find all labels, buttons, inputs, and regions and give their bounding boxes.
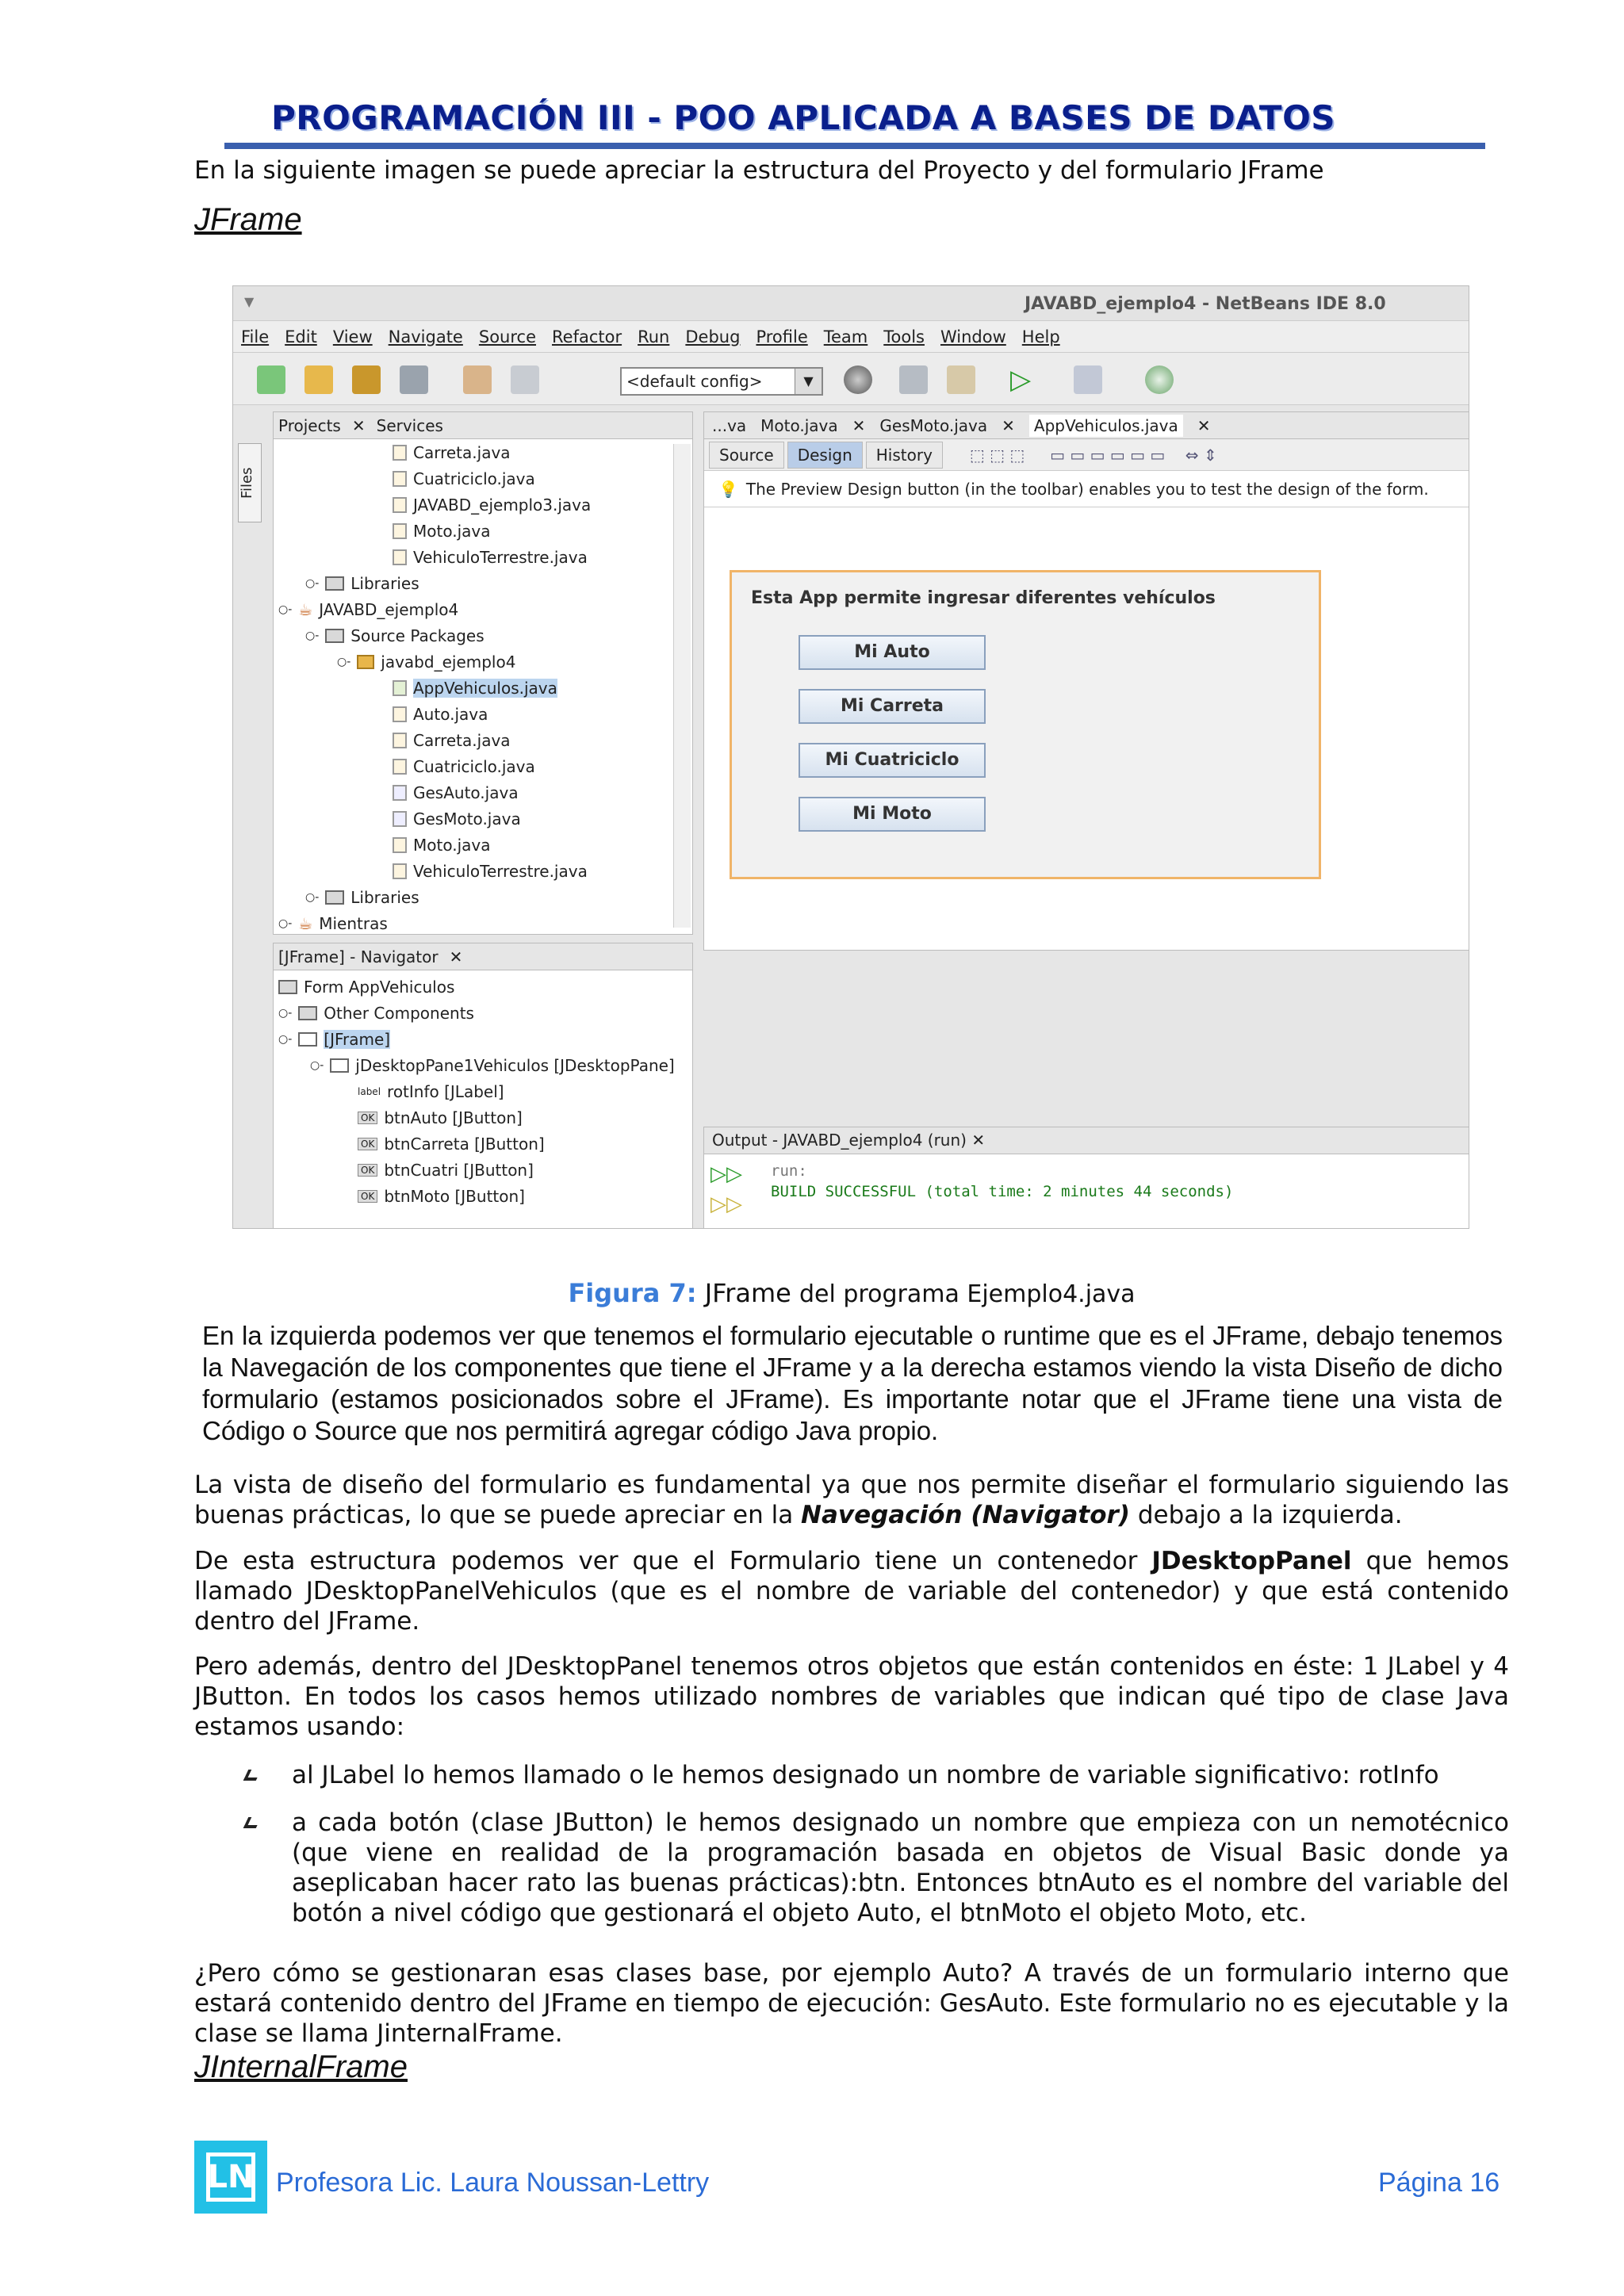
profile-icon[interactable] [1145, 365, 1174, 394]
button-icon: OK [358, 1112, 377, 1124]
open-project-icon[interactable] [352, 365, 381, 394]
tab-navigator[interactable]: [JFrame] - Navigator [278, 947, 439, 966]
coffee-cup-icon: ☕ [298, 913, 313, 933]
nav-item[interactable]: Other Components [324, 1003, 474, 1023]
paragraph-gestion: ¿Pero cómo se gestionaran esas clases base, por ejemplo Auto? A través de un formulario interno que estará contenido dentro del JFrame en tiempo de ejecución: GesAuto. Este formulario no es ejecutable y la clase se llama JinternalFrame. [194, 1959, 1509, 2048]
tree-item[interactable]: Mientras [319, 913, 388, 933]
checkmark-bullet-icon [243, 1817, 262, 1828]
nav-item[interactable]: btnCarreta [JButton] [384, 1134, 545, 1154]
projects-panel [273, 411, 693, 935]
checkmark-bullet-icon [243, 1770, 262, 1781]
tree-item[interactable]: GesMoto.java [413, 809, 521, 828]
tree-scrollbar[interactable] [673, 444, 691, 928]
ide-menubar [233, 321, 1469, 353]
navigator-tabs [274, 943, 692, 970]
editor-tab-active[interactable]: AppVehiculos.java [1029, 415, 1183, 437]
build-hammer-icon[interactable] [899, 365, 928, 394]
logo-mark: LN [206, 2152, 255, 2202]
tree-item[interactable]: Carreta.java [413, 730, 511, 750]
bullet-item: a cada botón (clase JButton) le hemos designado un nombre que empieza con un nemotécnico (que viene en realidad de la programación basada en objetos de Visual Basic donde ya aseplicaban hacer rato las buenas prácticas):btn. Entonces btnAuto es el nombre del variable del botón a nivel código que gestionará el objeto Auto, el btnMoto el objeto Moto, etc. [292, 1808, 1509, 1927]
clean-build-icon[interactable] [947, 365, 975, 394]
java-file-icon [393, 837, 407, 853]
projects-tabs [274, 412, 692, 439]
java-file-icon [393, 549, 407, 565]
tree-item[interactable]: Libraries [350, 887, 419, 907]
tree-item[interactable]: Moto.java [413, 521, 491, 541]
menu-help[interactable]: Help [1021, 327, 1060, 346]
redo-icon[interactable] [511, 365, 539, 394]
menu-profile[interactable]: Profile [756, 327, 808, 346]
paragraph-structure: De esta estructura podemos ver que el Formulario tiene un contenedor JDesktopPanel que hemos llamado JDesktopPanelVehiculos (que es el nombre de variable del contenedor) y que está contenido dentro del JFrame. [194, 1547, 1510, 1636]
footer-author: Profesora Lic. Laura Noussan-Lettry [276, 2168, 710, 2198]
nav-item-selected[interactable]: [JFrame] [324, 1029, 391, 1049]
tree-item[interactable]: Cuatriciclo.java [413, 469, 535, 488]
design-toolbar-icons[interactable]: ⬚ ⬚ ⬚ ▭ ▭ ▭ ▭ ▭ ▭ ⇔ ⇕ [969, 445, 1217, 465]
form-file-icon [393, 811, 407, 827]
form-file-icon [393, 680, 407, 696]
tree-item[interactable]: Cuatriciclo.java [413, 756, 535, 776]
java-file-icon [393, 706, 407, 722]
tree-item[interactable]: javabd_ejemplo4 [381, 652, 516, 672]
window-menu-icon: ▼ [244, 294, 255, 309]
navigator-panel [273, 943, 693, 1229]
coffee-cup-icon: ☕ [298, 599, 313, 619]
lightbulb-icon: 💡 [718, 479, 738, 499]
author-logo [194, 2141, 267, 2214]
java-file-icon [393, 497, 407, 513]
form-label: Esta App permite ingresar diferentes vehículos [751, 588, 1216, 608]
menu-edit[interactable]: Edit [285, 327, 317, 346]
menu-navigate[interactable]: Navigate [388, 327, 463, 346]
close-icon[interactable]: ✕ [449, 947, 463, 966]
close-icon[interactable]: ✕ [351, 415, 366, 435]
tree-item[interactable]: JAVABD_ejemplo3.java [413, 495, 592, 515]
menu-file[interactable]: File [241, 327, 270, 346]
collapse-icon[interactable]: ○- [337, 655, 351, 668]
libraries-icon [325, 576, 344, 591]
close-icon[interactable]: ✕ [852, 415, 866, 435]
tree-item[interactable]: Libraries [350, 573, 419, 593]
java-file-icon [393, 759, 407, 775]
button-icon: OK [358, 1138, 377, 1150]
mi-carreta-button[interactable]: Mi Carreta [799, 689, 986, 724]
collapse-icon[interactable]: ○- [305, 629, 320, 642]
java-file-icon [393, 471, 407, 487]
collapse-icon[interactable]: ○- [278, 1032, 293, 1046]
nav-item[interactable]: Form AppVehiculos [304, 977, 455, 997]
rerun-icon[interactable]: ▷▷ [710, 1162, 742, 1186]
tab-design[interactable]: Design [787, 442, 863, 469]
form-file-icon [393, 785, 407, 801]
output-tab: Output - JAVABD_ejemplo4 (run) ✕ [704, 1127, 1469, 1154]
globe-icon[interactable] [844, 365, 872, 394]
tab-history[interactable]: History [866, 442, 943, 469]
nav-item[interactable]: btnMoto [JButton] [384, 1186, 525, 1206]
heading-jinternalframe: JInternalFrame [194, 2049, 408, 2084]
save-all-icon[interactable] [400, 365, 428, 394]
menu-team[interactable]: Team [823, 327, 868, 346]
menu-source[interactable]: Source [478, 327, 536, 346]
nav-item[interactable]: rotInfo [JLabel] [387, 1081, 504, 1101]
footer-page-number: Página 16 [1378, 2168, 1500, 2198]
expand-icon[interactable]: ○- [305, 576, 320, 590]
expand-icon[interactable]: ○- [278, 916, 293, 930]
rerun-disabled-icon: ▷▷ [710, 1192, 742, 1216]
menu-view[interactable]: View [332, 327, 373, 346]
ide-titlebar [233, 286, 1469, 321]
figure-label: Figura 7: [568, 1278, 697, 1308]
menu-tools[interactable]: Tools [883, 327, 925, 346]
figure-text-a: JFrame [704, 1278, 791, 1308]
desktop-pane-icon [330, 1058, 349, 1073]
mi-moto-button[interactable]: Mi Moto [799, 797, 986, 832]
paragraph-objects: Pero además, dentro del JDesktopPanel tenemos otros objetos que están contenidos en éste: 1 JLabel y 4 JButton. En todos los casos hemos utilizado nombres de variables que indican qué tipo de clase Java estamos usando: [194, 1652, 1509, 1741]
menu-window[interactable]: Window [940, 327, 1006, 346]
tree-item[interactable]: VehiculoTerrestre.java [413, 547, 588, 567]
close-icon[interactable]: ✕ [1002, 415, 1015, 435]
figure-caption [194, 1278, 1509, 1308]
hint-text: The Preview Design button (in the toolbar) enables you to test the design of the form. [745, 479, 1429, 499]
expand-icon[interactable]: ○- [278, 1006, 293, 1020]
tab-services[interactable]: Services [376, 415, 443, 435]
files-side-strip [233, 411, 266, 1229]
editor-tab[interactable]: Moto.java [760, 415, 838, 435]
menu-debug[interactable]: Debug [685, 327, 741, 346]
nav-item[interactable]: jDesktopPane1Vehiculos [JDesktopPane] [355, 1055, 675, 1075]
tree-item[interactable]: JAVABD_ejemplo4 [319, 599, 459, 619]
close-icon[interactable]: ✕ [971, 1131, 986, 1150]
java-file-icon [393, 445, 407, 461]
folder-icon [325, 629, 344, 643]
close-icon[interactable]: ✕ [1197, 415, 1211, 435]
output-panel [703, 1127, 1469, 1229]
tab-source[interactable]: Source [709, 442, 784, 469]
menu-refactor[interactable]: Refactor [552, 327, 622, 346]
editor-tab[interactable]: GesMoto.java [879, 415, 988, 435]
collapse-icon[interactable]: ○- [310, 1058, 324, 1072]
java-file-icon [393, 523, 407, 539]
paragraph-design-view: La vista de diseño del formulario es fundamental ya que nos permite diseñar el formulario siguiendo las buenas prácticas, lo que se puede apreciar en la Navegación (Navigator) debajo a la izquierda. [194, 1471, 1509, 1529]
form-icon [278, 980, 297, 994]
figure-explanation: En la izquierda podemos ver que tenemos el formulario ejecutable o runtime que es el JFrame, debajo tenemos la Navegación de los componentes que tiene el JFrame y a la derecha estamos viendo la vista Diseño de dicho formulario (estamos posicionados sobre el JFrame). Es importante notar que el JFrame tiene una vista de Código o Source que nos permitirá agregar código Java propio. [202, 1321, 1503, 1445]
preview-hint [704, 471, 1469, 507]
button-icon: OK [358, 1164, 377, 1177]
tree-item[interactable]: Carreta.java [413, 442, 511, 462]
frame-icon [298, 1032, 317, 1047]
files-side-tab[interactable]: Files [238, 443, 262, 522]
nav-item[interactable]: btnAuto [JButton] [384, 1108, 523, 1127]
undo-icon[interactable] [463, 365, 492, 394]
view-tabs [704, 439, 1469, 471]
config-select[interactable]: <default config> ▼ [620, 367, 823, 396]
mi-cuatriciclo-button[interactable]: Mi Cuatriciclo [799, 743, 986, 778]
tab-projects[interactable]: Projects [278, 415, 341, 435]
output-line: BUILD SUCCESSFUL (total time: 2 minutes 44 seconds) [771, 1183, 1234, 1200]
form-preview [730, 570, 1321, 879]
package-icon [357, 655, 374, 669]
figure-text-b: del programa Ejemplo4.java [799, 1280, 1136, 1308]
components-icon [298, 1006, 317, 1020]
label-icon: label [358, 1085, 381, 1097]
ide-window-title: JAVABD_ejemplo4 - NetBeans IDE 8.0 [1025, 294, 1386, 314]
chevron-down-icon: ▼ [795, 369, 822, 394]
run-icon[interactable]: ▷ [1010, 364, 1032, 396]
editor-tab[interactable]: ...va [712, 415, 747, 435]
mi-auto-button[interactable]: Mi Auto [799, 635, 986, 670]
button-icon: OK [358, 1190, 377, 1203]
new-file-icon[interactable] [257, 365, 285, 394]
java-file-icon [393, 863, 407, 879]
intro-paragraph: En la siguiente imagen se puede apreciar la estructura del Proyecto y del formulario JFrame [194, 156, 1324, 185]
editor-tabs [704, 412, 1469, 439]
tree-item[interactable]: VehiculoTerrestre.java [413, 861, 588, 881]
header-rule [224, 143, 1485, 149]
page-header-title: PROGRAMACIÓN III - POO APLICADA A BASES DE DATOS [270, 98, 1336, 137]
tree-item[interactable]: GesAuto.java [413, 783, 519, 802]
tree-item[interactable]: Moto.java [413, 835, 491, 855]
collapse-icon[interactable]: ○- [278, 603, 293, 616]
tree-item[interactable]: Auto.java [413, 704, 488, 724]
heading-jframe: JFrame [194, 202, 302, 237]
expand-icon[interactable]: ○- [305, 890, 320, 904]
debug-icon[interactable] [1074, 365, 1102, 394]
bullet-item: al JLabel lo hemos llamado o le hemos designado un nombre de variable significativo: rotInfo [292, 1761, 1439, 1789]
menu-run[interactable]: Run [638, 327, 670, 346]
java-file-icon [393, 733, 407, 748]
editor-panel [703, 411, 1469, 951]
tree-item-selected[interactable]: AppVehiculos.java [413, 678, 557, 698]
tree-item[interactable]: Source Packages [350, 626, 485, 645]
netbeans-screenshot [232, 285, 1469, 1229]
libraries-icon [325, 890, 344, 905]
new-project-icon[interactable] [304, 365, 333, 394]
output-line: run: [771, 1162, 807, 1180]
nav-item[interactable]: btnCuatri [JButton] [384, 1160, 534, 1180]
ide-toolbar [233, 353, 1469, 405]
